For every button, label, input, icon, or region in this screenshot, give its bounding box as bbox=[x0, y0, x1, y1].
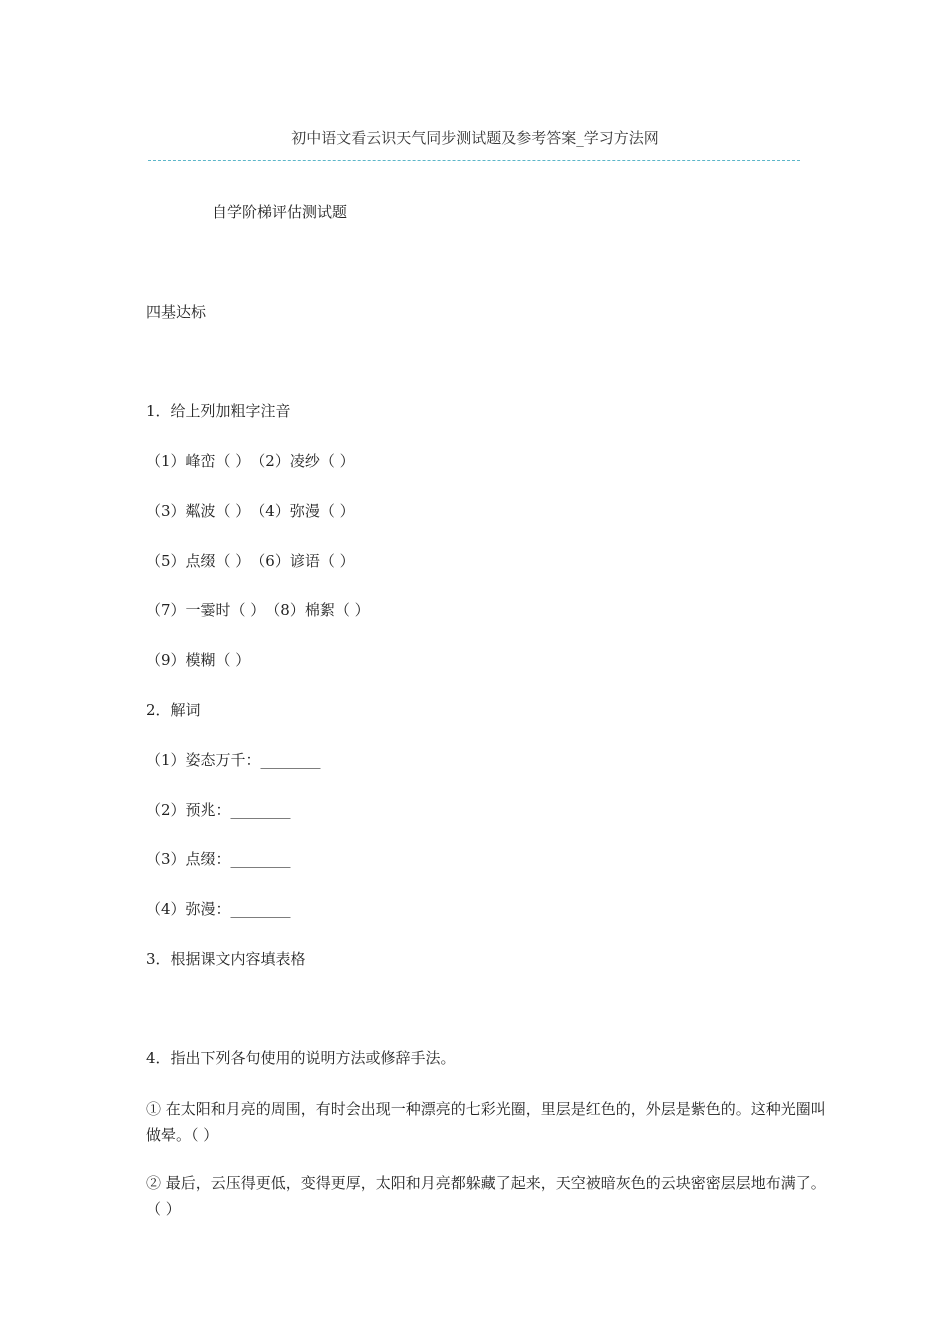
question-4-sentence-1: ① 在太阳和月亮的周围，有时会出现一种漂亮的七彩光圈，里层是红色的，外层是紫色的。这种光圈叫做晕。（ ） bbox=[146, 1100, 826, 1144]
question-1-row-1: （1）峰峦（ ） （2）凌纱（ ） bbox=[146, 452, 355, 470]
document-header-title: 初中语文看云识天气同步测试题及参考答案_学习方法网 bbox=[291, 129, 659, 147]
section-heading: 四基达标 bbox=[146, 303, 207, 321]
question-4-sentence-2: ② 最后，云压得更低，变得更厚，太阳和月亮都躲藏了起来，天空被暗灰色的云块密密层层地布满了。（ ） bbox=[146, 1174, 826, 1218]
question-4-prompt: 4．指出下列各句使用的说明方法或修辞手法。 bbox=[146, 1049, 456, 1067]
question-3-prompt: 3．根据课文内容填表格 bbox=[146, 950, 306, 968]
question-1-prompt: 1．给上列加粗字注音 bbox=[146, 402, 291, 420]
question-1-row-4: （7）一霎时（ ） （8）棉絮（ ） bbox=[146, 601, 370, 619]
question-2-item-3: （3）点缀：________ bbox=[146, 850, 291, 868]
question-2-item-2: （2）预兆：________ bbox=[146, 801, 291, 819]
question-1-row-5: （9）模糊（ ） bbox=[146, 651, 251, 669]
header-divider bbox=[148, 160, 800, 161]
question-1-row-2: （3）粼波（ ） （4）弥漫（ ） bbox=[146, 502, 355, 520]
question-2-item-1: （1）姿态万千：________ bbox=[146, 751, 321, 769]
doc-subtitle: 自学阶梯评估测试题 bbox=[212, 203, 348, 221]
question-2-item-4: （4）弥漫：________ bbox=[146, 900, 291, 918]
question-2-prompt: 2．解词 bbox=[146, 701, 201, 719]
question-1-row-3: （5）点缀（ ） （6）谚语（ ） bbox=[146, 552, 355, 570]
